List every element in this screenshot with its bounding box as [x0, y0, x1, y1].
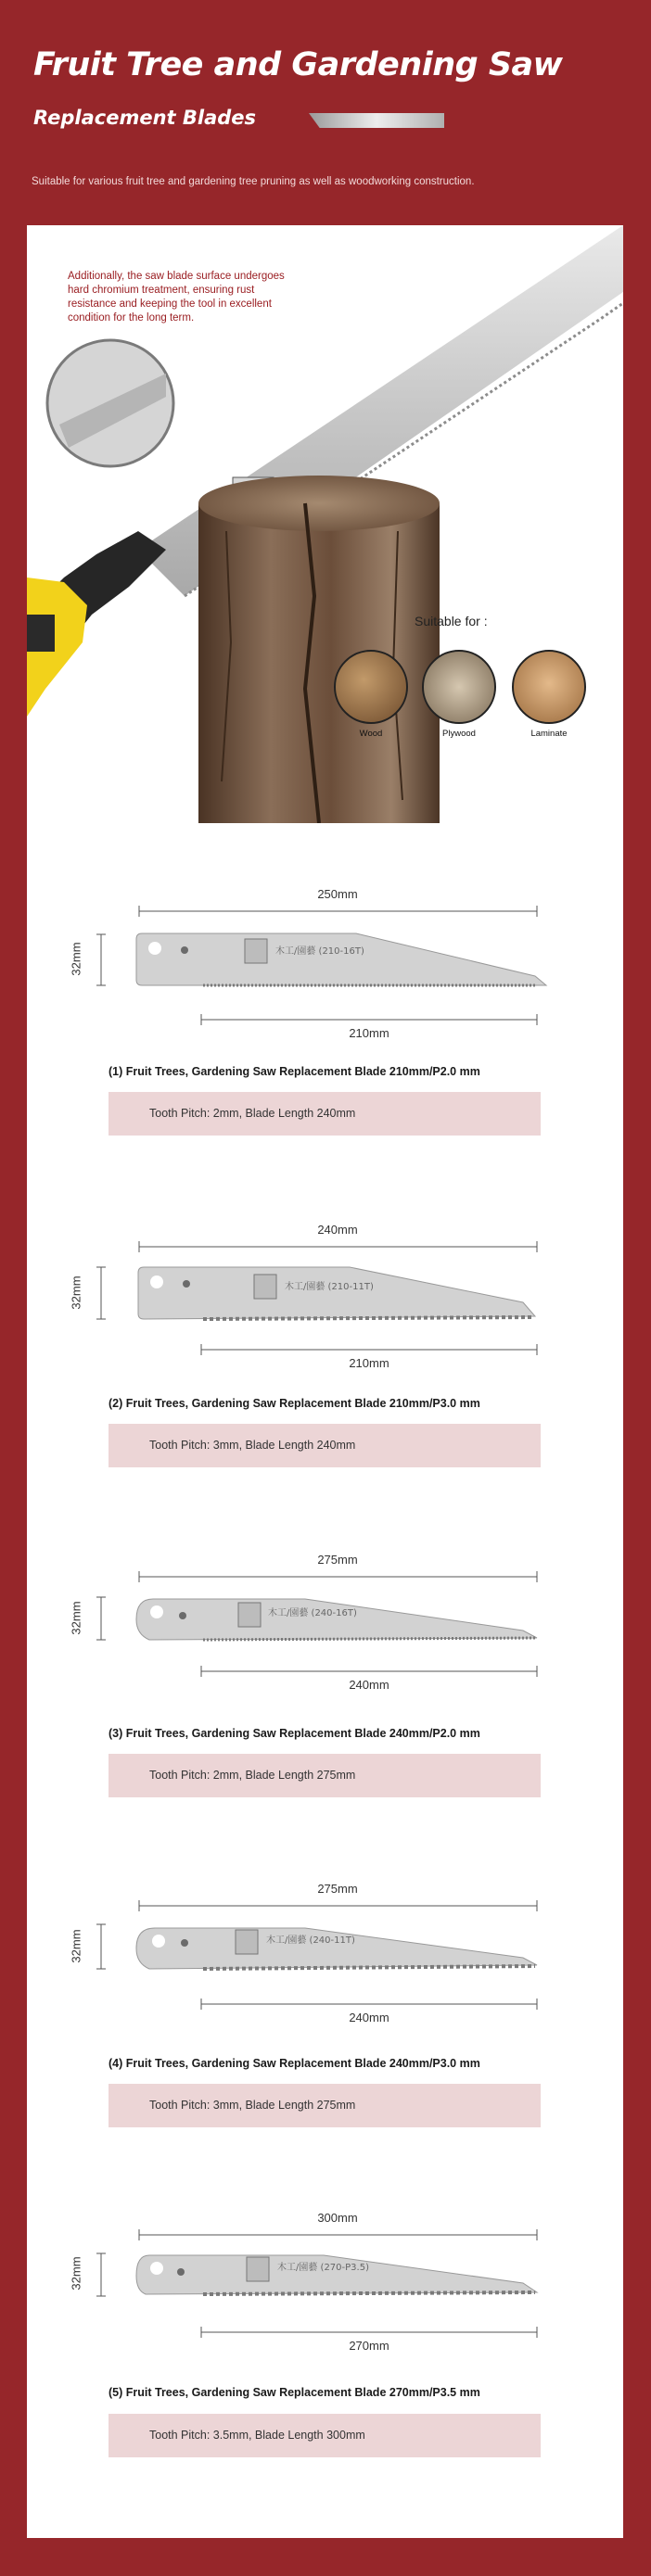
blade-height-label: 32mm [69, 1275, 83, 1310]
blade-height-label: 32mm [69, 1601, 83, 1635]
overall-length-label: 300mm [317, 2211, 358, 2225]
spec-text: Tooth Pitch: 3mm, Blade Length 275mm [149, 2099, 356, 2112]
spec-box [108, 2414, 541, 2457]
blade-height-label: 32mm [69, 2256, 83, 2290]
wood-label: Wood [359, 729, 383, 739]
overall-length-label: 275mm [317, 1882, 358, 1896]
blade-title: (3) Fruit Trees, Gardening Saw Replacement Blade 240mm/P2.0 mm [108, 1727, 480, 1740]
blade-title: (1) Fruit Trees, Gardening Saw Replacement Blade 210mm/P2.0 mm [108, 1065, 480, 1078]
spec-text: Tooth Pitch: 3mm, Blade Length 240mm [149, 1439, 356, 1452]
header-description: Suitable for various fruit tree and gardening tree pruning as well as woodworking construction. [32, 176, 475, 187]
blade-diagram-5 [27, 2216, 623, 2402]
cut-length-label: 240mm [349, 2011, 389, 2024]
blade-print-2: 木工/園藝 (210-11T) [285, 1282, 374, 1292]
cut-length-label: 270mm [349, 2339, 389, 2353]
plywood-label: Plywood [442, 729, 476, 739]
blade-item-5 [27, 2211, 623, 2545]
spec-box [108, 1424, 541, 1467]
spec-text: Tooth Pitch: 2mm, Blade Length 240mm [149, 1107, 356, 1120]
blade-item-3 [27, 1553, 623, 1887]
laminate-swatch [512, 650, 586, 724]
blade-height-label: 32mm [69, 1929, 83, 1963]
blade-diagram-2 [27, 1228, 623, 1414]
laminate-label: Laminate [530, 729, 568, 739]
overall-length-label: 250mm [317, 887, 358, 901]
content-panel [27, 225, 623, 2538]
blade-strip-decoration [309, 113, 444, 128]
blade-print-5: 木工/園藝 (270-P3.5) [277, 2263, 369, 2273]
spec-box [108, 1754, 541, 1797]
blade-print-4: 木工/園藝 (240-11T) [266, 1935, 355, 1946]
cut-length-label: 210mm [349, 1026, 389, 1040]
cut-length-label: 240mm [349, 1678, 389, 1692]
plywood-swatch [422, 650, 496, 724]
header [0, 0, 651, 222]
blade-diagram-4 [27, 1887, 623, 2073]
hero-feature-text: Additionally, the saw blade surface undergoes hard chromium treatment, ensuring rust resistance and keeping the tool in excellent condition for the long term. [68, 271, 285, 324]
spec-text: Tooth Pitch: 3.5mm, Blade Length 300mm [149, 2429, 365, 2442]
overall-length-label: 240mm [317, 1223, 358, 1237]
blade-diagram-3 [27, 1558, 623, 1744]
blade-diagram-1 [27, 893, 623, 1078]
page-title: Fruit Tree and Gardening Saw [33, 46, 563, 83]
hero-image [27, 225, 623, 823]
suitable-for-label: Suitable for : [415, 614, 488, 628]
spec-box [108, 2084, 541, 2127]
blade-print-3: 木工/園藝 (240-16T) [268, 1608, 357, 1618]
wood-swatch [334, 650, 408, 724]
blade-title: (4) Fruit Trees, Gardening Saw Replacement Blade 240mm/P3.0 mm [108, 2057, 480, 2070]
blade-item-4 [27, 1882, 623, 2216]
blade-title: (5) Fruit Trees, Gardening Saw Replacement Blade 270mm/P3.5 mm [108, 2386, 480, 2399]
blade-item-1 [27, 887, 623, 1222]
cut-length-label: 210mm [349, 1356, 389, 1370]
page-subtitle: Replacement Blades [33, 107, 257, 129]
spec-box [108, 1092, 541, 1136]
spec-text: Tooth Pitch: 2mm, Blade Length 275mm [149, 1769, 356, 1782]
blade-height-label: 32mm [69, 942, 83, 976]
overall-length-label: 275mm [317, 1553, 358, 1567]
blade-item-2 [27, 1223, 623, 1557]
blade-print-1: 木工/園藝 (210-16T) [275, 946, 364, 957]
blade-title: (2) Fruit Trees, Gardening Saw Replacement Blade 210mm/P3.0 mm [108, 1397, 480, 1410]
